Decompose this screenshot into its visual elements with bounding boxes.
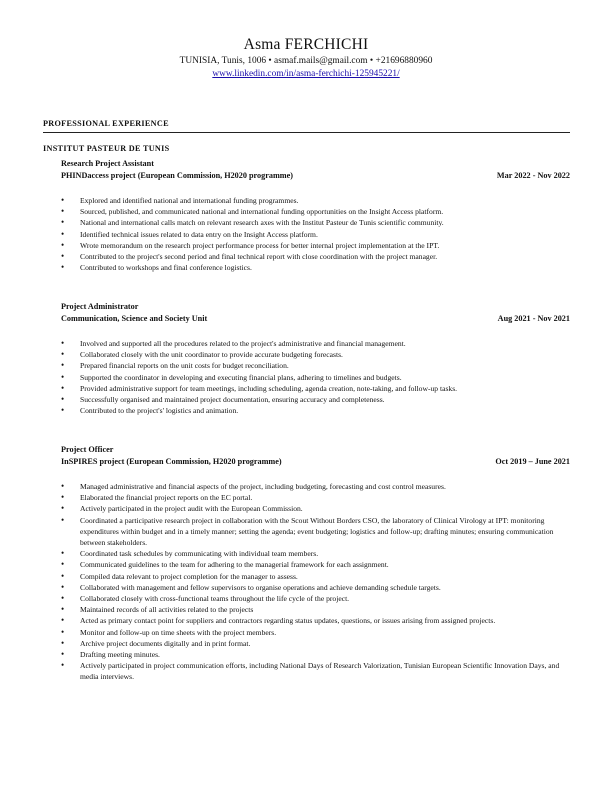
linkedin-link[interactable]: www.linkedin.com/in/asma-ferchichi-125945221/ bbox=[212, 69, 400, 79]
section-title: PROFESSIONAL EXPERIENCE bbox=[43, 119, 169, 128]
job-bullet-list bbox=[61, 481, 570, 683]
list-item: • National and international calls match on relevant research axes with the Institut Pasteur de Tunis scientific community. bbox=[61, 217, 570, 228]
job-project-row bbox=[61, 314, 570, 326]
job-entry-research-assistant bbox=[61, 159, 570, 273]
job-project: PHINDaccess project (European Commission, H2020 programme) bbox=[61, 171, 293, 180]
list-item: • Collaborated closely with cross-functional teams throughout the life cycle of the project. bbox=[61, 593, 570, 604]
job-project: Communication, Science and Society Unit bbox=[61, 314, 208, 323]
job-dates: Aug 2021 - Nov 2021 bbox=[497, 314, 570, 323]
job-dates: Oct 2019 – June 2021 bbox=[495, 457, 570, 466]
list-item: • Contributed to the project's second period and final technical report with close coordination with the project manager. bbox=[61, 251, 570, 262]
job-entry-project-officer bbox=[61, 445, 570, 683]
list-item: • Monitor and follow-up on time sheets with the project members. bbox=[61, 627, 570, 638]
list-item: • Actively participated in the project audit with the European Commission. bbox=[61, 503, 570, 514]
list-item: • Wrote memorandum on the research project performance process for better internal project implementation at the IPT. bbox=[61, 240, 570, 251]
job-project-row bbox=[61, 457, 570, 469]
list-item: • Elaborated the financial project reports on the EC portal. bbox=[61, 492, 570, 503]
job-role: Project Officer bbox=[61, 445, 114, 454]
job-project: InSPIRES project (European Commission, H2020 programme) bbox=[61, 457, 282, 466]
list-item: • Collaborated with management and fellow supervisors to organise operations and achieve demanding schedule targets. bbox=[61, 582, 570, 593]
job-entry-project-administrator bbox=[61, 302, 570, 416]
job-project-row bbox=[61, 171, 570, 183]
list-item: • Provided administrative support for team meetings, including scheduling, agenda creation, note-taking, and follow-up tasks. bbox=[61, 383, 570, 394]
list-item: • Successfully organised and maintained project documentation, ensuring accuracy and completeness. bbox=[61, 394, 570, 405]
list-item: • Communicated guidelines to the team for adhering to the managerial framework for each assignment. bbox=[61, 559, 570, 570]
section-divider bbox=[43, 132, 570, 133]
job-role: Project Administrator bbox=[61, 302, 139, 311]
list-item: • Explored and identified national and international funding programmes. bbox=[61, 195, 570, 206]
list-item: • Coordinated a participative research project in collaboration with the Scout Without Borders CSO, the laboratory of Clinical Virology at IPT: monitoring expenditures within budget and in a timely manner; setting the agenda; event budgeting; logistics and follow-up; drafting minutes; ensuring communication between stakeholders. bbox=[61, 515, 570, 549]
list-item: • Archive project documents digitally and in print format. bbox=[61, 638, 570, 649]
list-item: • Supported the coordinator in developing and executing financial plans, adhering to timelines and budgets. bbox=[61, 372, 570, 383]
list-item: • Collaborated closely with the unit coordinator to provide accurate budgeting forecasts. bbox=[61, 349, 570, 360]
list-item: • Acted as primary contact point for suppliers and contractors regarding status updates, questions, or issues arising from assigned projects. bbox=[61, 615, 570, 626]
list-item: • Compiled data relevant to project completion for the manager to assess. bbox=[61, 571, 570, 582]
job-role: Research Project Assistant bbox=[61, 159, 154, 168]
organization-name: INSTITUT PASTEUR DE TUNIS bbox=[43, 144, 170, 153]
list-item: • Maintained records of all activities related to the projects bbox=[61, 604, 570, 615]
list-item: • Coordinated task schedules by communicating with individual team members. bbox=[61, 548, 570, 559]
list-item: • Identified technical issues related to data entry on the Insight Access platform. bbox=[61, 229, 570, 240]
list-item: • Contributed to the project's' logistics and animation. bbox=[61, 405, 570, 416]
list-item: • Prepared financial reports on the unit costs for budget reconciliation. bbox=[61, 360, 570, 371]
candidate-name: Asma FERCHICHI bbox=[243, 36, 369, 53]
list-item: • Contributed to workshops and final conference logistics. bbox=[61, 262, 570, 273]
linkedin-line bbox=[0, 69, 612, 79]
contact-line: TUNISIA, Tunis, 1006 • asmaf.mails@gmail.com • +21696880960 bbox=[179, 56, 433, 66]
job-bullet-list bbox=[61, 195, 570, 273]
job-bullet-list bbox=[61, 338, 570, 416]
list-item: • Managed administrative and financial aspects of the project, including budgeting, forecasting and cost control measures. bbox=[61, 481, 570, 492]
job-dates: Mar 2022 - Nov 2022 bbox=[496, 171, 570, 180]
list-item: • Sourced, published, and communicated national and international funding opportunities on the Insight Access platform. bbox=[61, 206, 570, 217]
list-item: • Involved and supported all the procedures related to the project's administrative and financial management. bbox=[61, 338, 570, 349]
list-item: • Drafting meeting minutes. bbox=[61, 649, 570, 660]
list-item: • Actively participated in project communication efforts, including National Days of Research Valorization, Tunisian European Scientific Innovation Days, and media interviews. bbox=[61, 660, 570, 682]
